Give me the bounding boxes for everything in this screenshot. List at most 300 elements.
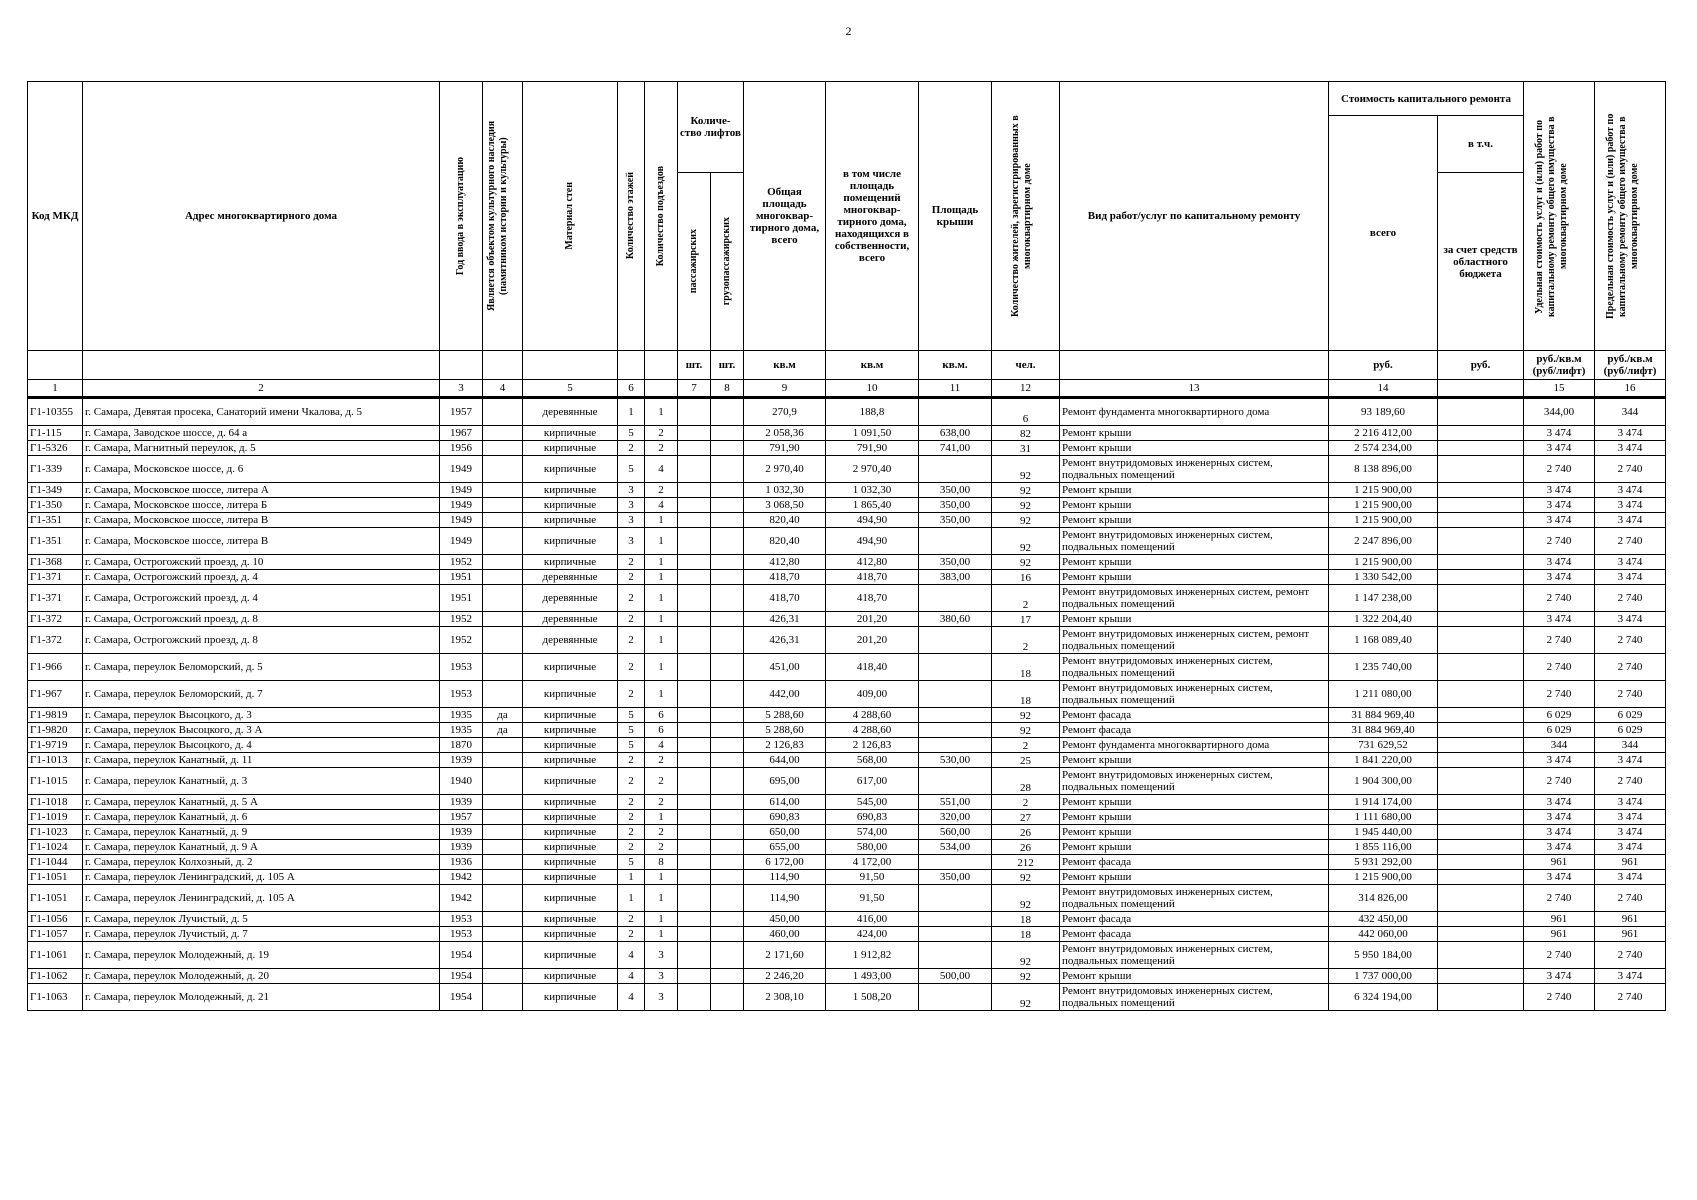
cell-total: 460,00	[744, 927, 826, 942]
cell-address: г. Самара, переулок Канатный, д. 5 А	[83, 795, 440, 810]
column-number: 14	[1329, 380, 1438, 398]
cell-floors: 3	[618, 483, 645, 498]
cell-roof	[919, 738, 992, 753]
cell-lc	[711, 942, 744, 969]
cell-lc	[711, 612, 744, 627]
cell-roof: 350,00	[919, 483, 992, 498]
cell-material: кирпичные	[523, 723, 618, 738]
cell-max: 2 740	[1595, 984, 1666, 1011]
cell-material: кирпичные	[523, 795, 618, 810]
cell-floors: 5	[618, 723, 645, 738]
cell-address: г. Самара, Московское шоссе, литера В	[83, 528, 440, 555]
cell-heritage	[483, 528, 523, 555]
cell-work: Ремонт внутридомовых инженерных систем, подвальных помещений	[1060, 654, 1329, 681]
table-row	[28, 912, 1666, 927]
cell-work: Ремонт крыши	[1060, 870, 1329, 885]
cell-res: 92	[992, 483, 1060, 498]
cell-code: Г1-1044	[28, 855, 83, 870]
cell-lp	[678, 969, 711, 984]
cell-floors: 4	[618, 969, 645, 984]
cell-cost: 1 111 680,00	[1329, 810, 1438, 825]
th-max-cost: Предельная стоимость услуг и (или) работ по капитальному ремонту общего имущества в многоквартирном доме	[1595, 82, 1666, 351]
cell-roof	[919, 885, 992, 912]
cell-work: Ремонт крыши	[1060, 825, 1329, 840]
cell-total: 614,00	[744, 795, 826, 810]
cell-regional	[1438, 627, 1524, 654]
cell-lc	[711, 855, 744, 870]
table-row	[28, 483, 1666, 498]
cell-res: 92	[992, 456, 1060, 483]
cell-lc	[711, 969, 744, 984]
cell-material: кирпичные	[523, 927, 618, 942]
cell-lp	[678, 870, 711, 885]
cell-floors: 2	[618, 912, 645, 927]
cell-lc	[711, 654, 744, 681]
cell-res: 92	[992, 984, 1060, 1011]
cell-unit: 344	[1524, 738, 1595, 753]
cell-cost: 1 855 116,00	[1329, 840, 1438, 855]
cell-work: Ремонт крыши	[1060, 441, 1329, 456]
cell-roof	[919, 942, 992, 969]
cell-code: Г1-1019	[28, 810, 83, 825]
cell-owned: 1 912,82	[826, 942, 919, 969]
cell-year: 1954	[440, 984, 483, 1011]
cell-lp	[678, 627, 711, 654]
cell-owned: 690,83	[826, 810, 919, 825]
cell-code: Г1-339	[28, 456, 83, 483]
cell-lc	[711, 708, 744, 723]
cell-regional	[1438, 456, 1524, 483]
cell-code: Г1-1051	[28, 870, 83, 885]
cell-res: 2	[992, 738, 1060, 753]
cell-lc	[711, 627, 744, 654]
th-year: Год ввода в эксплуатацию	[440, 82, 483, 351]
th-residents: Количество жителей, зарегистрированных в многоквартирном доме	[992, 82, 1060, 351]
cell-code: Г1-1023	[28, 825, 83, 840]
cell-lp	[678, 483, 711, 498]
cell-material: кирпичные	[523, 483, 618, 498]
th-address: Адрес многоквартирного дома	[83, 82, 440, 351]
cell-address: г. Самара, переулок Канатный, д. 9 А	[83, 840, 440, 855]
cell-work: Ремонт крыши	[1060, 483, 1329, 498]
cell-roof: 350,00	[919, 498, 992, 513]
cell-material: кирпичные	[523, 840, 618, 855]
cell-material: кирпичные	[523, 912, 618, 927]
cell-lp	[678, 912, 711, 927]
cell-floors: 4	[618, 942, 645, 969]
cell-year: 1942	[440, 870, 483, 885]
cell-max: 3 474	[1595, 483, 1666, 498]
cell-owned: 791,90	[826, 441, 919, 456]
cell-owned: 545,00	[826, 795, 919, 810]
cell-work: Ремонт крыши	[1060, 513, 1329, 528]
cell-year: 1935	[440, 708, 483, 723]
cell-unit: 2 740	[1524, 585, 1595, 612]
cell-work: Ремонт фасада	[1060, 723, 1329, 738]
cell-entrances: 1	[645, 810, 678, 825]
cell-year: 1957	[440, 810, 483, 825]
cell-res: 26	[992, 840, 1060, 855]
cell-address: г. Самара, переулок Беломорский, д. 5	[83, 654, 440, 681]
cell-cost: 1 841 220,00	[1329, 753, 1438, 768]
cell-entrances: 1	[645, 654, 678, 681]
cell-total: 6 172,00	[744, 855, 826, 870]
cell-address: г. Самара, Острогожский проезд, д. 4	[83, 585, 440, 612]
cell-work: Ремонт фасада	[1060, 708, 1329, 723]
cell-lp	[678, 723, 711, 738]
cell-unit: 2 740	[1524, 456, 1595, 483]
cell-floors: 2	[618, 753, 645, 768]
cell-code: Г1-5326	[28, 441, 83, 456]
cell-entrances: 2	[645, 840, 678, 855]
cell-regional	[1438, 942, 1524, 969]
cell-cost: 1 215 900,00	[1329, 513, 1438, 528]
cell-regional	[1438, 885, 1524, 912]
cell-year: 1942	[440, 885, 483, 912]
cell-owned: 1 865,40	[826, 498, 919, 513]
cell-address: г. Самара, Девятая просека, Санаторий имени Чкалова, д. 5	[83, 398, 440, 426]
column-number: 2	[83, 380, 440, 398]
cell-unit: 3 474	[1524, 810, 1595, 825]
cell-cost: 1 168 089,40	[1329, 627, 1438, 654]
cell-res: 212	[992, 855, 1060, 870]
cell-entrances: 3	[645, 984, 678, 1011]
cell-unit: 3 474	[1524, 441, 1595, 456]
cell-max: 3 474	[1595, 426, 1666, 441]
cell-floors: 2	[618, 681, 645, 708]
cell-roof: 530,00	[919, 753, 992, 768]
page-number: 2	[845, 24, 852, 38]
cell-code: Г1-1063	[28, 984, 83, 1011]
table-row	[28, 570, 1666, 585]
cell-max: 2 740	[1595, 528, 1666, 555]
cell-code: Г1-1024	[28, 840, 83, 855]
cell-material: кирпичные	[523, 555, 618, 570]
cell-unit: 6 029	[1524, 723, 1595, 738]
unit-owned-area: кв.м	[826, 351, 919, 380]
cell-year: 1940	[440, 768, 483, 795]
cell-lc	[711, 723, 744, 738]
cell-total: 820,40	[744, 528, 826, 555]
cell-entrances: 4	[645, 498, 678, 513]
cell-owned: 4 288,60	[826, 708, 919, 723]
cell-work: Ремонт крыши	[1060, 612, 1329, 627]
cell-unit: 2 740	[1524, 984, 1595, 1011]
cell-year: 1953	[440, 927, 483, 942]
cell-lp	[678, 768, 711, 795]
cell-year: 1939	[440, 825, 483, 840]
cell-owned: 574,00	[826, 825, 919, 840]
cell-roof	[919, 585, 992, 612]
cell-max: 3 474	[1595, 570, 1666, 585]
cell-floors: 2	[618, 585, 645, 612]
cell-code: Г1-350	[28, 498, 83, 513]
cell-address: г. Самара, переулок Лучистый, д. 5	[83, 912, 440, 927]
cell-work: Ремонт внутридомовых инженерных систем, ремонт подвальных помещений	[1060, 627, 1329, 654]
cell-res: 26	[992, 825, 1060, 840]
cell-lp	[678, 426, 711, 441]
table-row	[28, 795, 1666, 810]
cell-max: 3 474	[1595, 441, 1666, 456]
cell-year: 1939	[440, 840, 483, 855]
cell-address: г. Самара, переулок Лучистый, д. 7	[83, 927, 440, 942]
cell-unit: 3 474	[1524, 612, 1595, 627]
cell-heritage	[483, 810, 523, 825]
cell-res: 25	[992, 753, 1060, 768]
cell-material: деревянные	[523, 398, 618, 426]
cell-regional	[1438, 723, 1524, 738]
cell-res: 16	[992, 570, 1060, 585]
cell-max: 3 474	[1595, 555, 1666, 570]
cell-floors: 2	[618, 612, 645, 627]
cell-res: 82	[992, 426, 1060, 441]
cell-work: Ремонт крыши	[1060, 555, 1329, 570]
cell-lp	[678, 810, 711, 825]
cell-regional	[1438, 870, 1524, 885]
th-total-area: Общая площадь многоквар-тирного дома, всего	[744, 82, 826, 351]
th-lifts: Количе-ство лифтов	[678, 82, 744, 173]
cell-material: кирпичные	[523, 810, 618, 825]
cell-lp	[678, 398, 711, 426]
cell-code: Г1-1062	[28, 969, 83, 984]
cell-owned: 617,00	[826, 768, 919, 795]
cell-code: Г1-351	[28, 528, 83, 555]
cell-entrances: 1	[645, 513, 678, 528]
cell-address: г. Самара, Острогожский проезд, д. 8	[83, 612, 440, 627]
cell-unit: 3 474	[1524, 870, 1595, 885]
cell-floors: 5	[618, 456, 645, 483]
cell-heritage	[483, 825, 523, 840]
repair-table	[27, 81, 1666, 1011]
table-row	[28, 927, 1666, 942]
table-row	[28, 654, 1666, 681]
cell-floors: 2	[618, 927, 645, 942]
cell-roof	[919, 654, 992, 681]
table-row	[28, 984, 1666, 1011]
column-number	[645, 380, 678, 398]
unit-lifts-pass: шт.	[678, 351, 711, 380]
cell-lc	[711, 681, 744, 708]
cell-lc	[711, 840, 744, 855]
cell-unit: 3 474	[1524, 498, 1595, 513]
cell-work: Ремонт крыши	[1060, 795, 1329, 810]
cell-heritage	[483, 585, 523, 612]
cell-cost: 1 737 000,00	[1329, 969, 1438, 984]
cell-unit: 3 474	[1524, 483, 1595, 498]
cell-material: кирпичные	[523, 885, 618, 912]
cell-code: Г1-1013	[28, 753, 83, 768]
cell-regional	[1438, 810, 1524, 825]
cell-work: Ремонт фасада	[1060, 927, 1329, 942]
cell-res: 92	[992, 555, 1060, 570]
cell-total: 5 288,60	[744, 723, 826, 738]
cell-year: 1954	[440, 969, 483, 984]
cell-code: Г1-351	[28, 513, 83, 528]
cell-address: г. Самара, Магнитный переулок, д. 5	[83, 441, 440, 456]
cell-total: 5 288,60	[744, 708, 826, 723]
cell-floors: 1	[618, 398, 645, 426]
cell-regional	[1438, 753, 1524, 768]
cell-heritage	[483, 654, 523, 681]
cell-unit: 2 740	[1524, 942, 1595, 969]
cell-heritage	[483, 840, 523, 855]
cell-cost: 731 629,52	[1329, 738, 1438, 753]
th-cost-total: всего	[1329, 116, 1438, 351]
cell-code: Г1-10355	[28, 398, 83, 426]
cell-owned: 1 091,50	[826, 426, 919, 441]
cell-cost: 1 914 174,00	[1329, 795, 1438, 810]
unit-total-area: кв.м	[744, 351, 826, 380]
cell-total: 2 246,20	[744, 969, 826, 984]
cell-year: 1951	[440, 570, 483, 585]
cell-material: кирпичные	[523, 426, 618, 441]
cell-address: г. Самара, переулок Высоцкого, д. 3 А	[83, 723, 440, 738]
cell-heritage	[483, 927, 523, 942]
table-row	[28, 555, 1666, 570]
cell-total: 451,00	[744, 654, 826, 681]
cell-floors: 2	[618, 441, 645, 456]
column-number: 7	[678, 380, 711, 398]
cell-lc	[711, 795, 744, 810]
cell-heritage	[483, 627, 523, 654]
cell-floors: 2	[618, 810, 645, 825]
th-entrances: Количество подъездов	[645, 82, 678, 351]
cell-res: 18	[992, 912, 1060, 927]
cell-material: кирпичные	[523, 942, 618, 969]
cell-roof	[919, 723, 992, 738]
cell-max: 3 474	[1595, 753, 1666, 768]
cell-regional	[1438, 795, 1524, 810]
cell-code: Г1-1056	[28, 912, 83, 927]
cell-year: 1949	[440, 528, 483, 555]
cell-entrances: 1	[645, 927, 678, 942]
cell-lp	[678, 513, 711, 528]
table-row	[28, 738, 1666, 753]
cell-work: Ремонт внутридомовых инженерных систем, подвальных помещений	[1060, 942, 1329, 969]
cell-heritage	[483, 441, 523, 456]
cell-owned: 4 288,60	[826, 723, 919, 738]
cell-address: г. Самара, переулок Молодежный, д. 20	[83, 969, 440, 984]
cell-regional	[1438, 912, 1524, 927]
cell-total: 2 126,83	[744, 738, 826, 753]
cell-total: 2 970,40	[744, 456, 826, 483]
th-cost: Стоимость капитального ремонта	[1329, 82, 1524, 116]
cell-lp	[678, 570, 711, 585]
cell-owned: 91,50	[826, 870, 919, 885]
column-number: 15	[1524, 380, 1595, 398]
cell-lp	[678, 753, 711, 768]
cell-regional	[1438, 984, 1524, 1011]
cell-max: 2 740	[1595, 585, 1666, 612]
cell-regional	[1438, 612, 1524, 627]
cell-heritage	[483, 612, 523, 627]
cell-heritage	[483, 738, 523, 753]
cell-address: г. Самара, переулок Молодежный, д. 21	[83, 984, 440, 1011]
cell-entrances: 6	[645, 723, 678, 738]
table-row	[28, 810, 1666, 825]
cell-lc	[711, 498, 744, 513]
cell-unit: 2 740	[1524, 528, 1595, 555]
cell-lp	[678, 825, 711, 840]
cell-cost: 1 945 440,00	[1329, 825, 1438, 840]
unit-roof-area: кв.м.	[919, 351, 992, 380]
cell-floors: 5	[618, 708, 645, 723]
cell-total: 791,90	[744, 441, 826, 456]
cell-max: 6 029	[1595, 723, 1666, 738]
cell-owned: 2 126,83	[826, 738, 919, 753]
table-row	[28, 855, 1666, 870]
cell-owned: 494,90	[826, 513, 919, 528]
table-row	[28, 942, 1666, 969]
cell-year: 1939	[440, 795, 483, 810]
cell-owned: 1 493,00	[826, 969, 919, 984]
cell-total: 655,00	[744, 840, 826, 855]
cell-heritage	[483, 768, 523, 795]
cell-owned: 424,00	[826, 927, 919, 942]
cell-floors: 2	[618, 555, 645, 570]
cell-material: деревянные	[523, 585, 618, 612]
cell-address: г. Самара, Московское шоссе, литера А	[83, 483, 440, 498]
column-number: 8	[711, 380, 744, 398]
column-number: 4	[483, 380, 523, 398]
cell-roof	[919, 456, 992, 483]
cell-unit: 3 474	[1524, 840, 1595, 855]
cell-entrances: 3	[645, 969, 678, 984]
cell-roof	[919, 768, 992, 795]
cell-floors: 1	[618, 885, 645, 912]
cell-entrances: 1	[645, 585, 678, 612]
cell-lp	[678, 855, 711, 870]
cell-entrances: 2	[645, 426, 678, 441]
column-number: 13	[1060, 380, 1329, 398]
cell-entrances: 1	[645, 398, 678, 426]
cell-lc	[711, 585, 744, 612]
cell-work: Ремонт фундамента многоквартирного дома	[1060, 398, 1329, 426]
cell-max: 2 740	[1595, 627, 1666, 654]
cell-owned: 201,20	[826, 612, 919, 627]
cell-total: 418,70	[744, 585, 826, 612]
cell-lp	[678, 708, 711, 723]
cell-address: г. Самара, переулок Канатный, д. 6	[83, 810, 440, 825]
column-number: 5	[523, 380, 618, 398]
cell-regional	[1438, 654, 1524, 681]
column-number: 3	[440, 380, 483, 398]
cell-work: Ремонт крыши	[1060, 570, 1329, 585]
table-row	[28, 398, 1666, 426]
table-row	[28, 969, 1666, 984]
unit-cost-regional: руб.	[1438, 351, 1524, 380]
cell-max: 2 740	[1595, 456, 1666, 483]
cell-code: Г1-349	[28, 483, 83, 498]
cell-res: 92	[992, 969, 1060, 984]
cell-res: 92	[992, 942, 1060, 969]
cell-entrances: 4	[645, 738, 678, 753]
cell-work: Ремонт фундамента многоквартирного дома	[1060, 738, 1329, 753]
cell-year: 1935	[440, 723, 483, 738]
cell-address: г. Самара, переулок Молодежный, д. 19	[83, 942, 440, 969]
cell-max: 3 474	[1595, 969, 1666, 984]
cell-total: 2 058,36	[744, 426, 826, 441]
th-owned-area: в том числе площадь помещений многоквар-тирного дома, находящихся в собственности, всего	[826, 82, 919, 351]
cell-lc	[711, 528, 744, 555]
cell-work: Ремонт крыши	[1060, 840, 1329, 855]
cell-unit: 3 474	[1524, 426, 1595, 441]
cell-year: 1957	[440, 398, 483, 426]
cell-cost: 2 247 896,00	[1329, 528, 1438, 555]
th-code: Код МКД	[28, 82, 83, 351]
cell-regional	[1438, 483, 1524, 498]
cell-code: Г1-1051	[28, 885, 83, 912]
